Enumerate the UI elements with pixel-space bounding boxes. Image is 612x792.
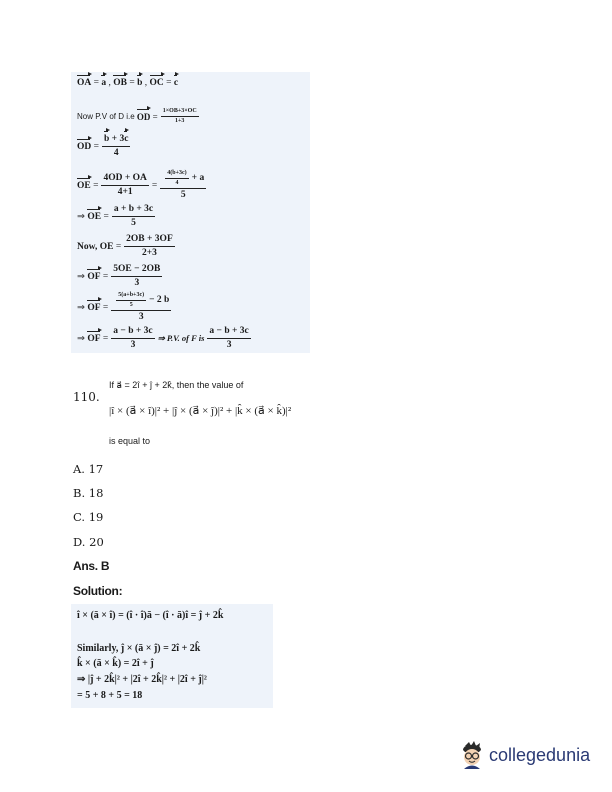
line-position-vectors: OA = a , OB = b , OC = c bbox=[77, 78, 179, 88]
option-d: D. 20 bbox=[73, 535, 104, 549]
answer: Ans. B bbox=[73, 559, 110, 573]
line-oe: OE = $\frac{4OD + OA}{4+1}$ = $\frac{4(b+3c)}{4}$ + a 5 bbox=[77, 170, 205, 201]
collegedunia-logo bbox=[459, 740, 590, 770]
logo-text: collegedunia bbox=[489, 744, 591, 765]
line-of-final: ⇒ OF = $\frac{a - b + 3c}{3}$ ⇒ P.V. of F is $\frac{a - b + 3c}{3}$ bbox=[77, 326, 249, 351]
student-mascot-icon bbox=[459, 740, 485, 770]
solution-step-4: ⇒ |ĵ + 2k̂|² + |2î + 2k̂|² + |2î + ĵ|² bbox=[77, 674, 207, 685]
solution-box-top bbox=[71, 72, 310, 353]
line-pv-of-d: Now P.V of D i.e OD = $\frac{1\times OB+3\times OC}{1+3}$ bbox=[77, 108, 197, 125]
line-now-oe: Now, OE = $\frac{2OB + 3OF}{2+3}$ bbox=[77, 234, 173, 259]
vec-oa: OA bbox=[77, 78, 92, 88]
solution-heading: Solution: bbox=[73, 584, 123, 598]
option-c: C. 19 bbox=[73, 510, 104, 524]
solution-step-3: k̂ × (ā × k̂) = 2î + ĵ bbox=[77, 658, 154, 669]
question-line-2: |î × (a⃗ × î)|² + |ĵ × (a⃗ × ĵ)|² + |k̂ × (a⃗ × k̂)|² bbox=[109, 405, 292, 417]
solution-box-bottom bbox=[71, 604, 273, 708]
option-a: A. 17 bbox=[73, 462, 104, 476]
solution-step-1: î × (ā × î) = (î · î)ā − (î · ā)î = ĵ + 2k̂ bbox=[77, 610, 224, 621]
line-of-substituted: ⇒ OF = $\frac{5(a+b+3c)}{5}$ − 2 b 3 bbox=[77, 292, 170, 323]
solution-step-5: = 5 + 8 + 5 = 18 bbox=[77, 690, 143, 701]
line-of: ⇒ OF = $\frac{5OE - 2OB}{3}$ bbox=[77, 264, 161, 289]
question-line-3: is equal to bbox=[109, 436, 151, 446]
question-line-1: If a⃗ = 2î + ĵ + 2k̂, then the value of bbox=[109, 380, 244, 390]
line-oe-result: ⇒ OE = $\frac{a + b + 3c}{5}$ bbox=[77, 204, 154, 229]
option-b: B. 18 bbox=[73, 486, 104, 500]
question-number: 110. bbox=[73, 390, 100, 404]
solution-step-2: Similarly, ĵ × (ā × ĵ) = 2î + 2k̂ bbox=[77, 643, 201, 654]
line-od: OD = $\frac{b + 3c}{4}$ bbox=[77, 134, 129, 159]
